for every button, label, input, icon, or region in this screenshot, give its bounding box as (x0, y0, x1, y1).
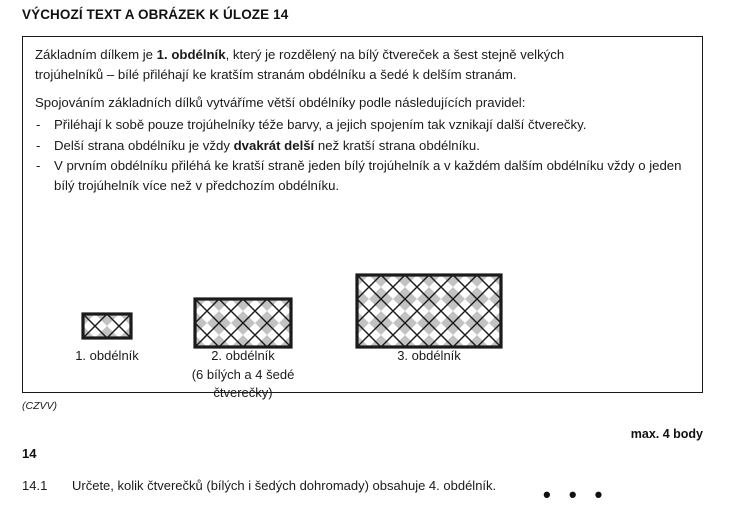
paragraph-1-bold-term: 1. obdélník (156, 47, 226, 62)
rules-list (35, 115, 692, 195)
rule-2-text-before-bold: Delší strana obdélníku je vždy (54, 137, 234, 153)
rule-item-1 (35, 115, 692, 135)
rule-item-2 (35, 136, 692, 156)
paragraph-1-text-after-bold: , který je rozdělený na bílý čtvereček a šest stejně velkých (225, 47, 565, 62)
figure-3-caption: 3. obdélník (397, 348, 461, 363)
figure-2-caption: 2. obdélník (211, 348, 275, 363)
rule-3-text: V prvním obdélníku přiléhá ke kratší straně jeden bílý trojúhelník a v každém dalším obdélníku vždy o jeden bílý trojúhelník více než v předchozím obdélníku. (54, 158, 682, 193)
max-points-label: max. 4 body (630, 427, 703, 441)
page-title: VÝCHOZÍ TEXT A OBRÁZEK K ÚLOZE 14 (22, 7, 289, 22)
rectangle-3-cells (357, 275, 501, 347)
stimulus-paragraph-1 (35, 45, 692, 65)
figure-rectangle-3 (355, 273, 503, 349)
rectangle-2-svg (193, 297, 293, 349)
rule-1-text: Přiléhají k sobě pouze trojúhelníky téže barvy, a jejich spojením tak vznikají další čtverečky. (54, 117, 587, 132)
source-attribution: (CZVV) (22, 400, 57, 412)
rectangle-1-svg (81, 312, 133, 340)
rule-2-bold-term: dvakrát delší (233, 137, 315, 153)
subtask-14-1 (22, 478, 496, 493)
rule-dash-icon: - (36, 137, 41, 153)
stimulus-paragraph-2: Spojováním základních dílků vytváříme větší obdélníky podle následujících pravidel: (35, 95, 526, 110)
rule-dash-icon: - (36, 158, 41, 173)
figure-1-caption: 1. obdélník (75, 348, 139, 363)
figure-rectangle-2 (193, 297, 293, 349)
subtask-label: 14.1 (22, 478, 48, 493)
figure-2-subcaption-line-2: čtverečky) (213, 385, 273, 400)
continuation-ellipsis: • • • (543, 482, 609, 507)
figure-2-subcaption-line-1: (6 bílých a 4 šedé (191, 367, 295, 382)
figure-rectangle-1 (81, 312, 133, 340)
rectangle-3-svg (355, 273, 503, 349)
subtask-question-text: Určete, kolik čtverečků (bílých i šedých dohromady) obsahuje 4. obdélník. (72, 478, 497, 493)
paragraph-1-text-before-bold: Základním dílkem je (35, 47, 157, 62)
rectangle-1-cells (83, 314, 131, 338)
task-number: 14 (22, 446, 37, 461)
rectangle-2-cells (195, 299, 291, 347)
rule-2-text-after-bold: než kratší strana obdélníku. (314, 137, 480, 153)
stimulus-paragraph-1-line-2: trojúhelníků – bílé přiléhají ke kratším stranám obdélníku a šedé k delším stranám. (35, 67, 517, 82)
rule-dash-icon: - (36, 117, 41, 132)
rule-item-3 (35, 156, 692, 195)
